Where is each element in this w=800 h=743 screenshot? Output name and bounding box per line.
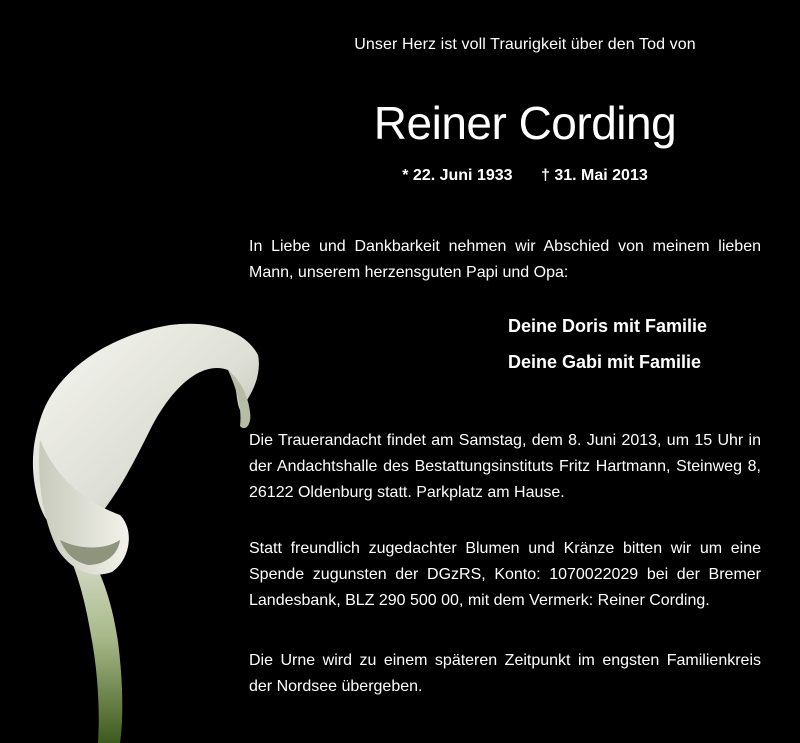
intro-line: Unser Herz ist voll Traurigkeit über den Tod von [354,36,696,53]
farewell-paragraph: In Liebe und Dankbarkeit nehmen wir Abschied von meinem lieben Mann, unserem herzensguten Papi und Opa: [249,238,761,281]
signature-gabi: Deine Gabi mit Familie [508,352,702,372]
birth-date: * 22. Juni 1933 [402,167,513,184]
donation-paragraph: Statt freundlich zugedachter Blumen und Kränze bitten wir um eine Spende zugunsten der DGzRS, Konto: 1070022029 bei der Bremer Landesbank, BLZ 290 500 00, mit dem Vermerk: Reiner Cording. [249,540,761,609]
life-dates [250,167,800,185]
death-date: † 31. Mai 2013 [541,167,648,184]
calla-lily-image [0,300,280,743]
service-paragraph: Die Trauerandacht findet am Samstag, dem 8. Juni 2013, um 15 Uhr in der Andachtshalle des Bestattungsinstituts Fritz Hartmann, Steinweg 8, 26122 Oldenburg statt. Parkplatz am Hause. [249,432,761,501]
deceased-name: Reiner Cording [373,97,677,149]
urn-paragraph: Die Urne wird zu einem späteren Zeitpunkt im engsten Familienkreis der Nordsee übergeben. [249,652,761,695]
signature-doris: Deine Doris mit Familie [508,316,708,336]
